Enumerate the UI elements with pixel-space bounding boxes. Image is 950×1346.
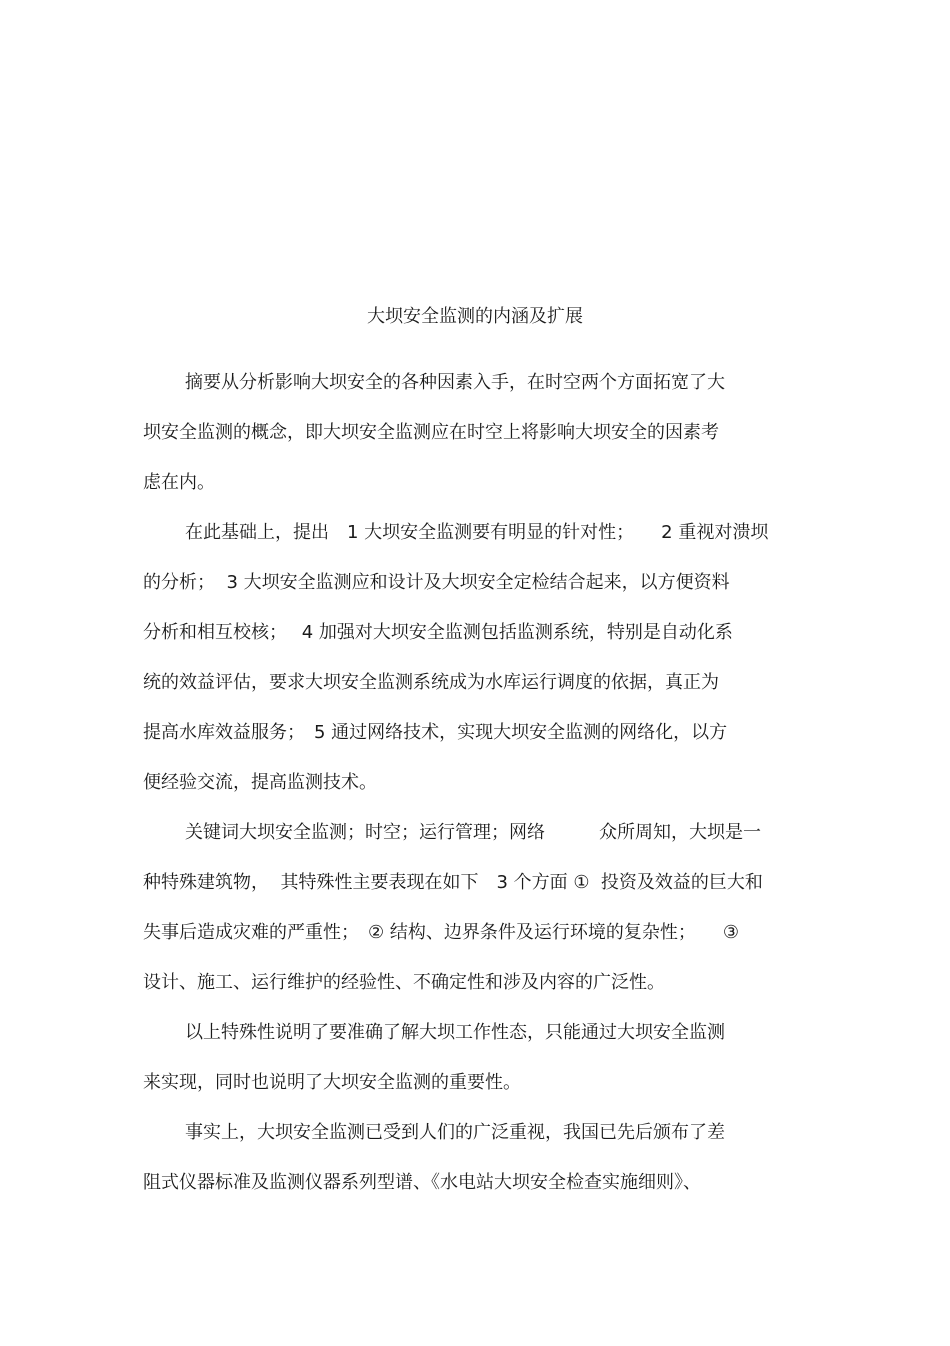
paragraph-line-8: 提高水库效益服务； 5 通过网络技术，实现大坝安全监测的网络化，以方 <box>143 722 728 743</box>
abstract-line-3: 虑在内。 <box>143 472 215 493</box>
document-title: 大坝安全监测的内涵及扩展 <box>367 306 583 327</box>
paragraph-line-14: 以上特殊性说明了要准确了解大坝工作性态，只能通过大坝安全监测 <box>185 1022 725 1043</box>
paragraph-line-12: 失事后造成灾难的严重性； ② 结构、边界条件及运行环境的复杂性； ③ <box>143 922 739 943</box>
paragraph-line-5: 的分析； 3 大坝安全监测应和设计及大坝安全定检结合起来，以方便资料 <box>143 572 730 593</box>
paragraph-line-16: 事实上，大坝安全监测已受到人们的广泛重视，我国已先后颁布了差 <box>185 1122 725 1143</box>
paragraph-line-6: 分析和相互校核； 4 加强对大坝安全监测包括监测系统，特别是自动化系 <box>143 622 733 643</box>
paragraph-line-7: 统的效益评估，要求大坝安全监测系统成为水库运行调度的依据，真正为 <box>143 672 719 693</box>
abstract-line-1: 摘要从分析影响大坝安全的各种因素入手，在时空两个方面拓宽了大 <box>185 372 725 393</box>
paragraph-line-4: 在此基础上，提出 1 大坝安全监测要有明显的针对性； 2 重视对溃坝 <box>185 522 769 543</box>
paragraph-line-15: 来实现，同时也说明了大坝安全监测的重要性。 <box>143 1072 521 1093</box>
paragraph-line-9: 便经验交流，提高监测技术。 <box>143 772 377 793</box>
keywords-line-10: 关键词大坝安全监测；时空；运行管理；网络 众所周知，大坝是一 <box>185 822 761 843</box>
abstract-line-2: 坝安全监测的概念，即大坝安全监测应在时空上将影响大坝安全的因素考 <box>143 422 719 443</box>
paragraph-line-17: 阻式仪器标准及监测仪器系列型谱、《水电站大坝安全检查实施细则》、 <box>143 1172 701 1193</box>
paragraph-line-11: 种特殊建筑物， 其特殊性主要表现在如下 3 个方面 ① 投资及效益的巨大和 <box>143 872 763 893</box>
paragraph-line-13: 设计、施工、运行维护的经验性、不确定性和涉及内容的广泛性。 <box>143 972 665 993</box>
